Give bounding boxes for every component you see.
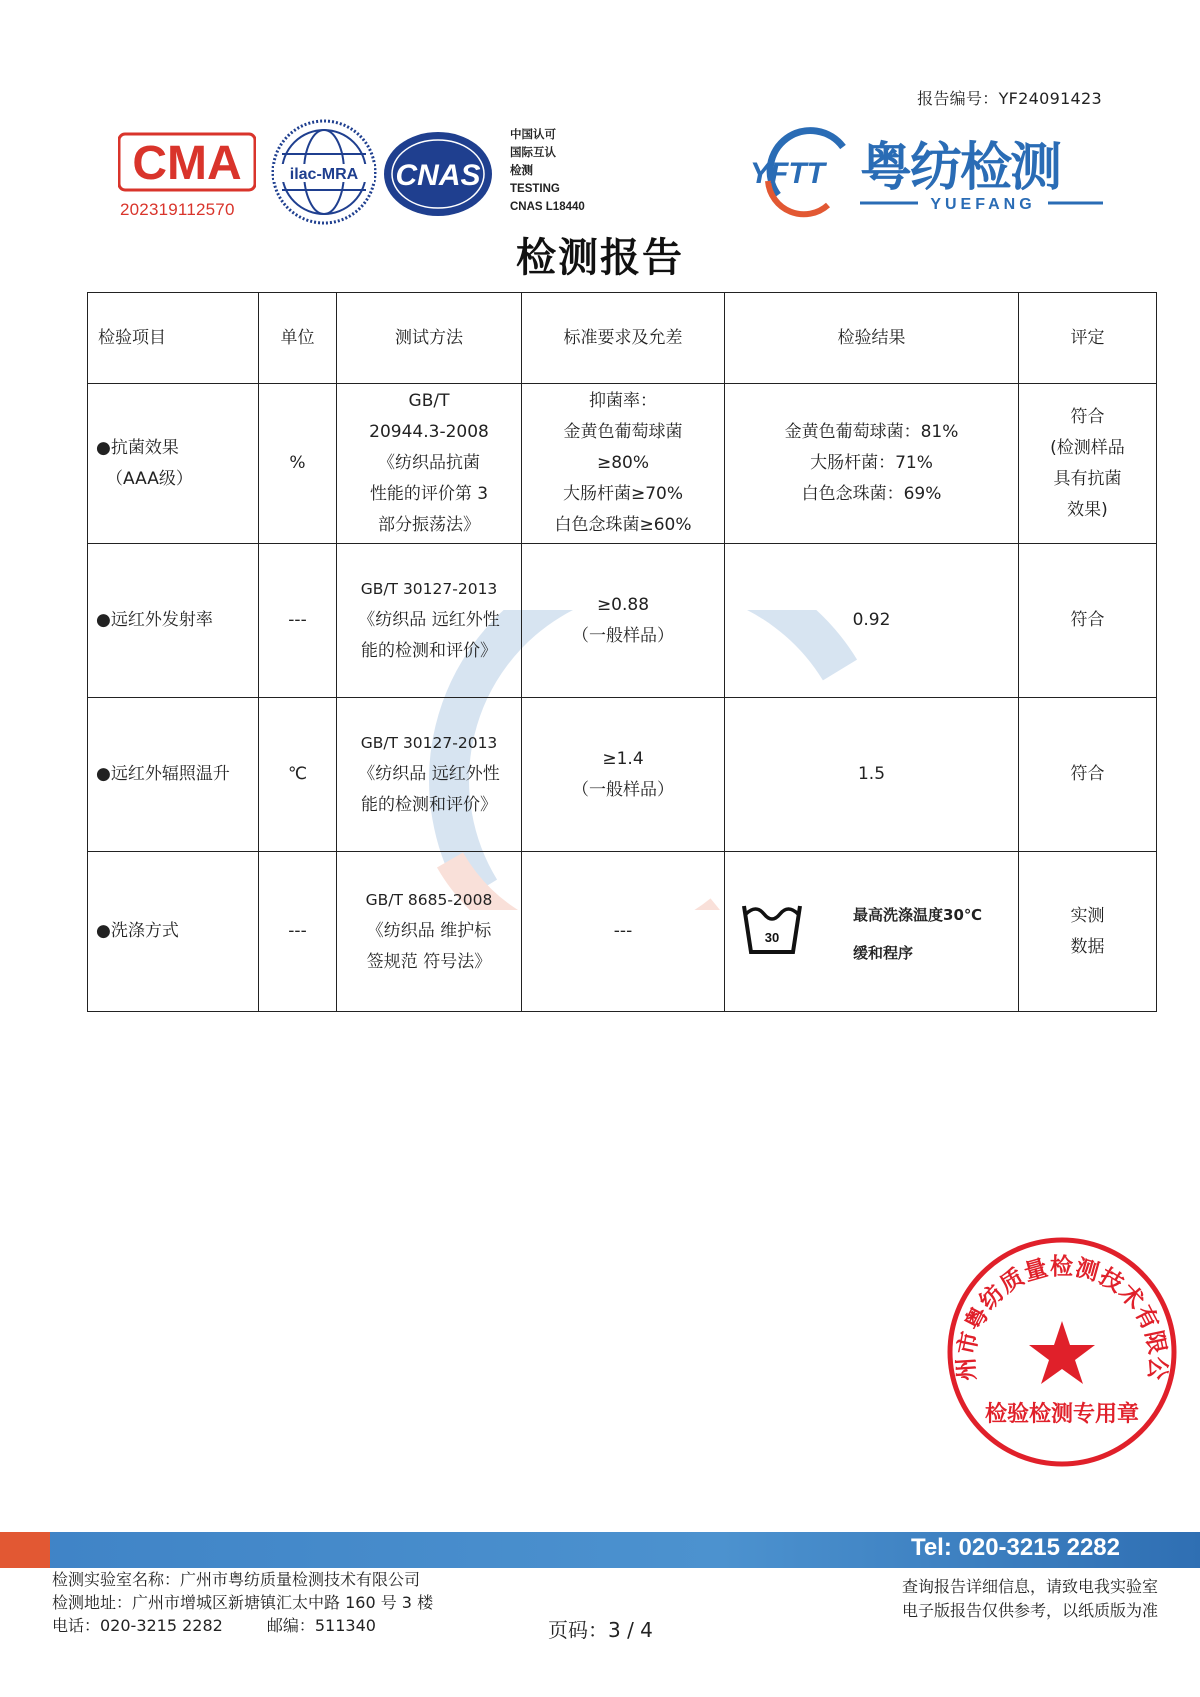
method-line: 20944.3-2008 xyxy=(369,422,489,442)
method-cell xyxy=(337,698,522,852)
result-line: 最高洗涤温度30℃ xyxy=(853,906,983,924)
method-line: 部分振荡法》 xyxy=(378,515,480,535)
wash-description xyxy=(853,896,982,972)
cma-mark-icon xyxy=(118,130,256,194)
unit-cell: --- xyxy=(259,544,337,698)
method-line: 《纺织品 远红外性 xyxy=(358,764,500,784)
standard-line: 大肠杆菌≥70% xyxy=(562,484,684,504)
cma-logo xyxy=(118,130,256,230)
standard-line: ≥0.88 xyxy=(596,594,650,615)
cnas-logo xyxy=(382,130,494,218)
standard-line: 白色念珠菌≥60% xyxy=(554,515,692,535)
result-cell: 0.92 xyxy=(725,544,1019,698)
result-cell xyxy=(725,384,1019,544)
cnas-line: 中国认可 xyxy=(510,129,556,141)
header-standard: 标准要求及允差 xyxy=(522,293,725,384)
unit-cell: --- xyxy=(259,852,337,1012)
item-cell: ●远红外辐照温升 xyxy=(88,698,259,852)
cnas-line: TESTING xyxy=(510,183,560,195)
footer-lab-info xyxy=(52,1568,433,1637)
unit-cell: % xyxy=(259,384,337,544)
footer-postcode: 邮编：511340 xyxy=(266,1616,376,1635)
verdict-line: 效果) xyxy=(1067,499,1108,520)
verdict-line: 实测 xyxy=(1070,905,1105,926)
page-title: 检测报告 xyxy=(516,235,684,281)
method-line: 《纺织品 远红外性 xyxy=(358,610,500,630)
standard-line: 金黄色葡萄球菌 xyxy=(563,422,683,442)
footer-notes xyxy=(902,1575,1158,1623)
verdict-cell: 符合 xyxy=(1019,698,1157,852)
table-row xyxy=(88,544,1157,698)
result-cell: 1.5 xyxy=(725,698,1019,852)
footer-contact-line xyxy=(52,1614,433,1637)
result-line: 白色念珠菌：69% xyxy=(801,484,942,504)
method-line: 能的检测和评价》 xyxy=(361,641,497,661)
company-logo xyxy=(748,125,1108,220)
method-line: GB/T 30127-2013 xyxy=(360,734,498,752)
ilac-mra-logo xyxy=(270,118,378,226)
official-seal xyxy=(945,1235,1179,1469)
standard-line: ≥1.4 xyxy=(602,748,644,769)
standard-cell xyxy=(522,544,725,698)
cma-logo-text: CMA xyxy=(132,137,242,190)
verdict-line: 具有抗菌 xyxy=(1053,468,1122,489)
method-line: 《纺织品 维护标 xyxy=(366,921,492,941)
method-cell xyxy=(337,544,522,698)
yftt-logo-text: YFTT xyxy=(750,157,825,190)
verdict-line: 数据 xyxy=(1070,936,1105,957)
standard-cell: --- xyxy=(522,852,725,1012)
method-line: 能的检测和评价》 xyxy=(361,795,497,815)
item-line: ●抗菌效果 xyxy=(96,437,179,458)
footer-note: 电子版报告仅供参考，以纸质版为准 xyxy=(901,1601,1158,1620)
method-line: 性能的评价第 3 xyxy=(369,484,489,504)
table-row xyxy=(88,384,1157,544)
footer-address: 检测地址：广州市增城区新塘镇汇太中路 160 号 3 楼 xyxy=(52,1593,434,1612)
standard-line: ≥80% xyxy=(596,453,650,473)
item-cell: ●洗涤方式 xyxy=(88,852,259,1012)
method-line: GB/T xyxy=(408,391,450,411)
item-cell xyxy=(88,384,259,544)
ilac-globe-icon xyxy=(270,118,378,226)
item-line: （AAA级） xyxy=(106,468,193,489)
method-line: 《纺织品抗菌 xyxy=(378,453,480,473)
result-line: 金黄色葡萄球菌：81% xyxy=(784,422,959,442)
header-result: 检验结果 xyxy=(725,293,1019,384)
cnas-line: 检测 xyxy=(510,165,533,177)
footer-lab-name: 检测实验室名称：广州市粤纺质量检测技术有限公司 xyxy=(52,1570,421,1589)
footer-tel: Tel: 020-3215 2282 xyxy=(910,1534,1120,1561)
table-row xyxy=(88,852,1157,1012)
cnas-mark-icon xyxy=(382,130,494,218)
test-results-table xyxy=(87,292,1157,1012)
cnas-line: 国际互认 xyxy=(510,147,556,159)
ilac-logo-text: ilac-MRA xyxy=(289,166,359,183)
report-number: 报告编号：YF24091423 xyxy=(917,89,1102,108)
wash-temperature-label: 30 xyxy=(764,930,780,945)
verdict-cell xyxy=(1019,384,1157,544)
table-row xyxy=(88,698,1157,852)
method-line: GB/T 8685-2008 xyxy=(365,891,493,909)
standard-line: 抑菌率： xyxy=(589,391,657,411)
verdict-line: 符合 xyxy=(1070,406,1105,427)
cma-certificate-number: 202319112570 xyxy=(120,200,235,219)
result-line: 缓和程序 xyxy=(853,944,914,962)
footer-accent xyxy=(0,1532,50,1568)
verdict-line: (检测样品 xyxy=(1050,437,1125,458)
standard-cell xyxy=(522,384,725,544)
header-verdict: 评定 xyxy=(1019,293,1157,384)
company-logo-en: YUEFANG xyxy=(930,196,1036,213)
item-cell: ●远红外发射率 xyxy=(88,544,259,698)
footer-phone: 电话：020-3215 2282 xyxy=(52,1616,223,1635)
standard-line: （一般样品） xyxy=(572,625,674,646)
yftt-logo-icon xyxy=(748,125,1108,220)
table-header-row xyxy=(88,293,1157,384)
seal-inner-text: 检验检测专用章 xyxy=(984,1402,1140,1427)
company-logo-cn: 粤纺检测 xyxy=(860,138,1061,198)
result-line: 大肠杆菌：71% xyxy=(810,453,933,473)
method-line: 签规范 符号法》 xyxy=(366,952,492,972)
seal-stamp-icon xyxy=(945,1235,1179,1469)
verdict-cell xyxy=(1019,852,1157,1012)
header-item: 检验项目 xyxy=(88,293,259,384)
method-cell xyxy=(337,852,522,1012)
cnas-accreditation-text xyxy=(510,126,585,216)
header-unit: 单位 xyxy=(259,293,337,384)
wash-tub-icon xyxy=(741,900,803,958)
header-method: 测试方法 xyxy=(337,293,522,384)
footer-note: 查询报告详细信息，请致电我实验室 xyxy=(901,1577,1158,1596)
page-number: 页码：3 / 4 xyxy=(548,1618,653,1642)
method-line: GB/T 30127-2013 xyxy=(360,580,498,598)
cnas-logo-text: CNAS xyxy=(395,159,481,192)
seal-outer-text: 州市粤纺质量检测技术有限公 xyxy=(953,1254,1171,1382)
unit-cell: ℃ xyxy=(259,698,337,852)
standard-cell xyxy=(522,698,725,852)
result-cell xyxy=(725,852,1019,1012)
method-cell xyxy=(337,384,522,544)
cnas-line: CNAS L18440 xyxy=(510,201,585,213)
verdict-cell: 符合 xyxy=(1019,544,1157,698)
standard-line: （一般样品） xyxy=(572,779,674,800)
